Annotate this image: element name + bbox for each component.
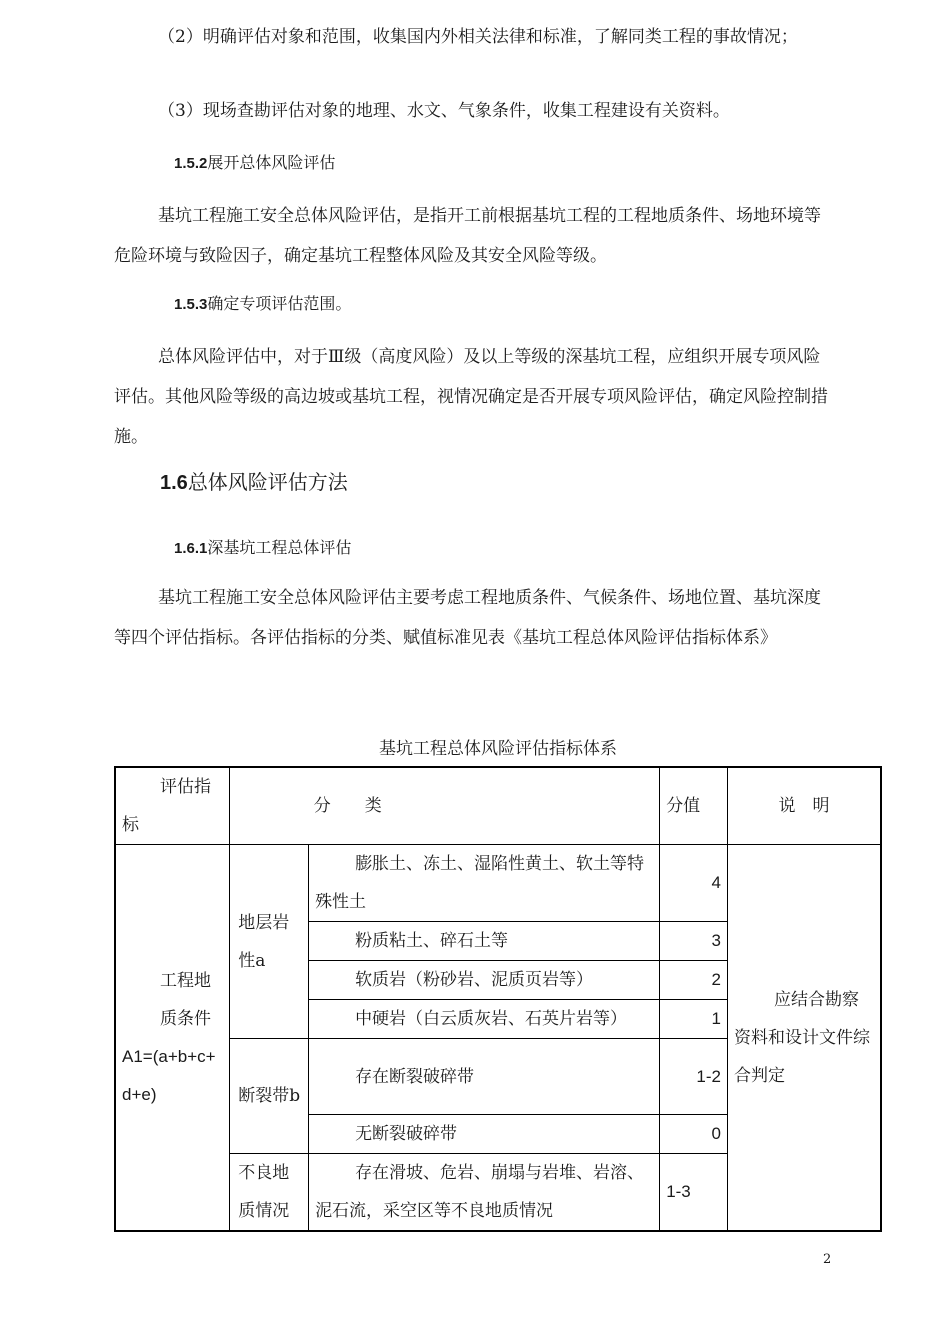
row-score: 1 [660, 1000, 728, 1039]
heading-number: 1.5.3 [174, 296, 208, 313]
header-note: 说 明 [727, 767, 881, 845]
paragraph-overall-risk: 基坑工程施工安全总体风险评估，是指开工前根据基坑工程的工程地质条件、场地环境等危险环境与致险因子，确定基坑工程整体风险及其安全风险等级。 [114, 206, 821, 266]
heading-text: 展开总体风险评估 [207, 153, 336, 172]
row-desc: 膨胀土、冻土、湿陷性黄土、软土等特殊性土 [309, 845, 660, 922]
table-row [115, 845, 881, 922]
group-c-label: 不良地质情况 [230, 1154, 309, 1232]
group-b-label: 断裂带b [230, 1039, 309, 1154]
heading-text: 确定专项评估范围。 [207, 294, 352, 313]
heading-text: 总体风险评估方法 [187, 470, 348, 494]
row-desc: 存在滑坡、危岩、崩塌与岩堆、岩溶、泥石流，采空区等不良地质情况 [309, 1154, 660, 1232]
row-score: 1-2 [660, 1039, 728, 1115]
heading-1-5-3 [174, 291, 351, 314]
paragraph-objects-scope: （2）明确评估对象和范围，收集国内外相关法律和标准，了解同类工程的事故情况； [158, 27, 798, 47]
page-number: 2 [823, 1252, 832, 1267]
row-score: 2 [660, 961, 728, 1000]
heading-text: 深基坑工程总体评估 [207, 538, 352, 557]
row-score: 3 [660, 922, 728, 961]
heading-number: 1.6 [160, 472, 188, 494]
heading-1-5-2 [174, 150, 335, 173]
header-indicator: 评估指标 [115, 767, 230, 845]
table-caption: 基坑工程总体风险评估指标体系 [379, 739, 617, 759]
row-score: 0 [660, 1115, 728, 1154]
row-desc: 无断裂破碎带 [309, 1115, 660, 1154]
paragraph-indicators: 基坑工程施工安全总体风险评估主要考虑工程地质条件、气候条件、场地位置、基坑深度等四个评估指标。各评估指标的分类、赋值标准见表《基坑工程总体风险评估指标体系》 [114, 588, 821, 648]
row-desc: 中硬岩（白云质灰岩、石英片岩等） [309, 1000, 660, 1039]
group-a-label: 地层岩性a [230, 845, 309, 1039]
note-cell: 应结合勘察资料和设计文件综合判定 [727, 845, 881, 1232]
indicator-formula: A1=(a+b+c+d+e) [122, 1046, 216, 1104]
row-desc: 存在断裂破碎带 [309, 1039, 660, 1115]
heading-1-6-1 [174, 535, 351, 558]
row-desc: 粉质粘土、碎石土等 [309, 922, 660, 961]
header-category: 分 类 [230, 767, 660, 845]
heading-1-6 [160, 466, 348, 495]
row-score: 4 [660, 845, 728, 922]
indicator-main: 工程地质条件 [160, 970, 211, 1029]
paragraph-special-risk: 总体风险评估中，对于Ⅲ级（高度风险）及以上等级的深基坑工程，应组织开展专项风险评估。其他风险等级的高边坡或基坑工程，视情况确定是否开展专项风险评估，确定风险控制措施。 [114, 347, 828, 447]
paragraph-site-survey: （3）现场查勘评估对象的地理、水文、气象条件，收集工程建设有关资料。 [158, 101, 730, 121]
table-header-row [115, 767, 881, 845]
row-desc: 软质岩（粉砂岩、泥质页岩等） [309, 961, 660, 1000]
heading-number: 1.6.1 [174, 540, 208, 557]
heading-number: 1.5.2 [174, 155, 208, 172]
header-score: 分值 [660, 767, 728, 845]
row-score: 1-3 [660, 1154, 728, 1232]
indicator-cell [115, 845, 230, 1232]
risk-indicator-table [114, 766, 882, 1232]
